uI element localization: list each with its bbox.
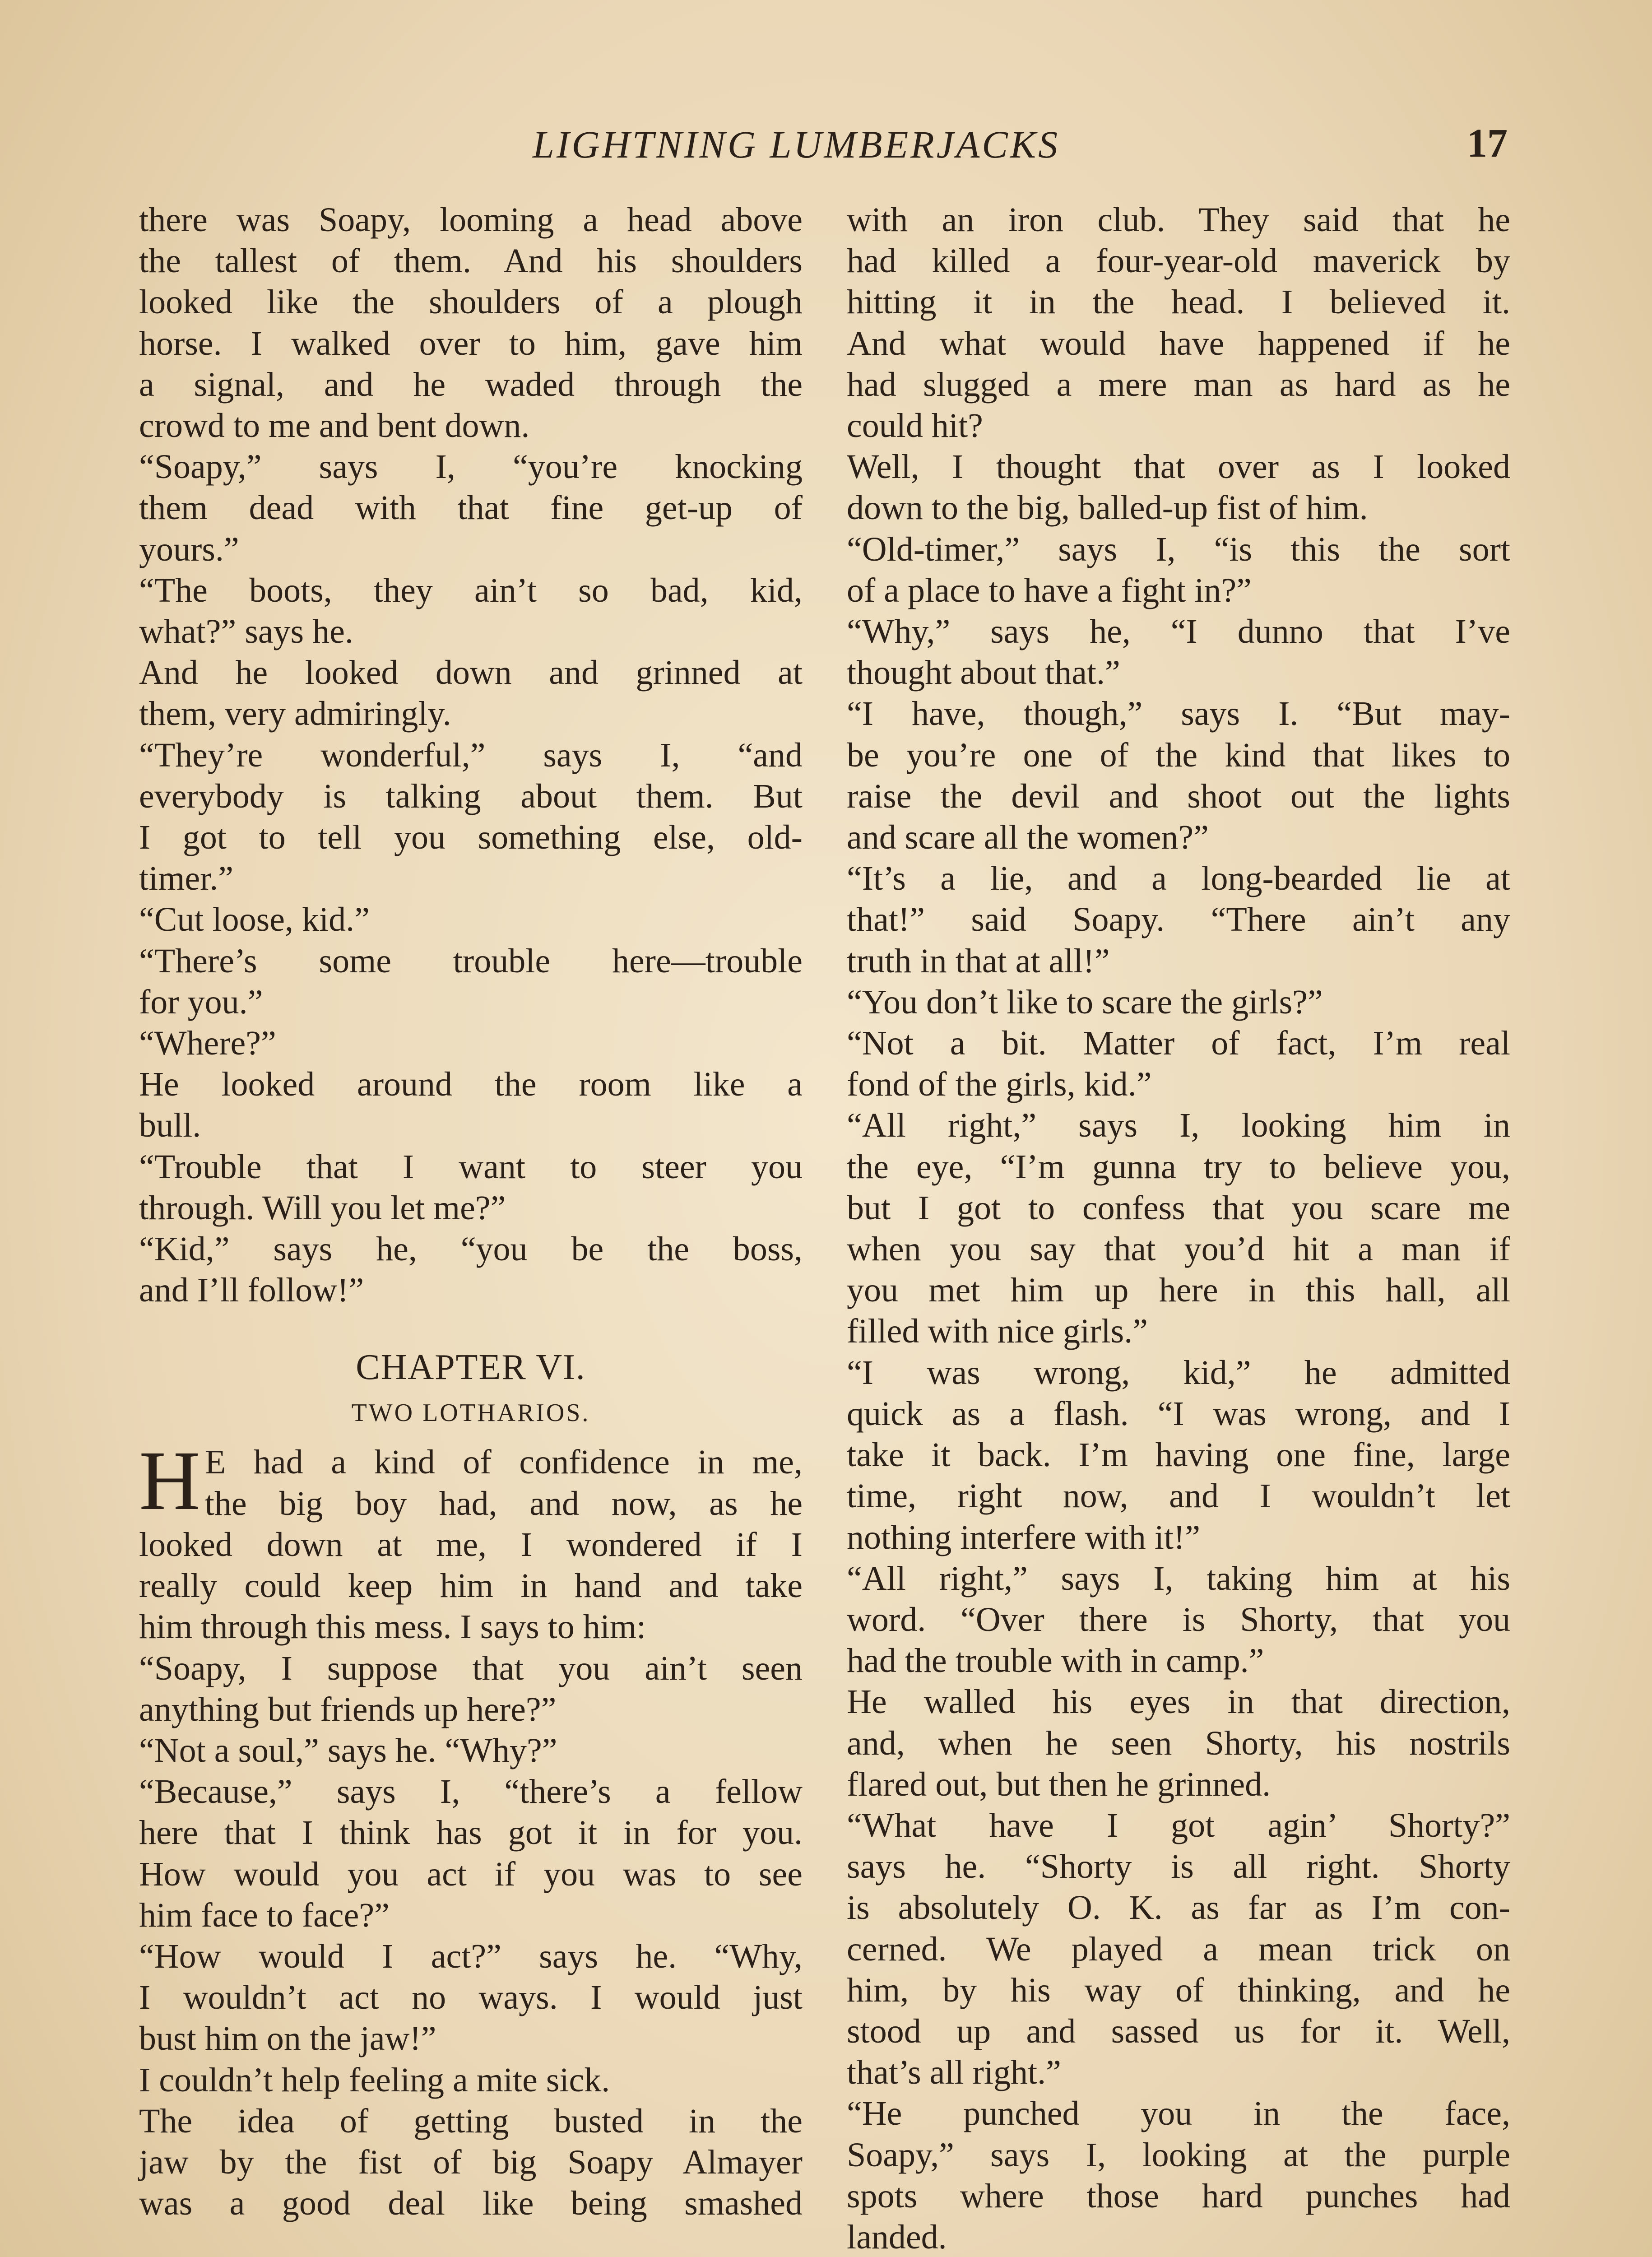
text-line: fond of the girls, kid.” (847, 1065, 1152, 1104)
text-line: for you.” (139, 983, 263, 1021)
text-line: thought about that.” (847, 654, 1120, 692)
text-line: nothing interfere with it!” (847, 1518, 1200, 1556)
text-line: filled with nice girls.” (847, 1312, 1148, 1351)
text-line: “Old-timer,” says I, “is this the sort (847, 530, 1510, 568)
text-line: you met him up here in this hall, all (847, 1271, 1510, 1310)
text-line: “Soapy, I suppose that you ain’t seen (139, 1649, 803, 1687)
running-title: LIGHTNING LUMBERJACKS (533, 123, 1060, 166)
text-line: “They’re wonderful,” says I, “and (139, 736, 803, 774)
text-line: timer.” (139, 859, 233, 898)
text-line: spots where those hard punches had (847, 2177, 1510, 2215)
text-line: flared out, but then he grinned. (847, 1765, 1271, 1803)
text-line: anything but friends up here?” (139, 1690, 557, 1728)
text-line: How would you act if you was to see (139, 1855, 803, 1893)
text-line: the big boy had, and now, as he (204, 1484, 803, 1523)
text-line: He walled his eyes in that direction, (847, 1683, 1510, 1721)
text-line: hitting it in the head. I believed it. (847, 283, 1510, 321)
text-line: be you’re one of the kind that likes to (847, 736, 1510, 774)
text-line: says he. “Shorty is all right. Shorty (847, 1848, 1510, 1886)
text-line: down to the big, balled-up fist of him. (847, 489, 1368, 527)
text-line: yours.” (139, 530, 239, 568)
text-line: “Not a bit. Matter of fact, I’m real (847, 1024, 1510, 1063)
text-line: word. “Over there is Shorty, that you (847, 1600, 1510, 1639)
text-line: what?” says he. (139, 613, 353, 651)
text-line: raise the devil and shoot out the lights (847, 777, 1510, 815)
text-line: with an iron club. They said that he (847, 201, 1510, 239)
text-line: take it back. I’m having one fine, large (847, 1436, 1510, 1474)
text-line: stood up and sassed us for it. Well, (847, 2012, 1510, 2050)
text-line: “The boots, they ain’t so bad, kid, (139, 571, 803, 609)
text-line: “Not a soul,” says he. “Why?” (139, 1731, 557, 1769)
text-line: really could keep him in hand and take (139, 1567, 803, 1605)
text-line: of a place to have a fight in?” (847, 571, 1252, 609)
text-line: “Cut loose, kid.” (139, 901, 370, 939)
text-line: and I’ll follow!” (139, 1271, 364, 1310)
text-line: there was Soapy, looming a head above (139, 201, 803, 239)
text-line: bull. (139, 1106, 201, 1145)
text-line: and, when he seen Shorty, his nostrils (847, 1724, 1510, 1762)
text-line: I couldn’t help feeling a mite sick. (139, 2061, 610, 2099)
text-line: “I have, though,” says I. “But may- (847, 695, 1510, 733)
text-line: a signal, and he waded through the (139, 365, 803, 404)
text-line: crowd to me and bent down. (139, 407, 530, 445)
text-line: him face to face?” (139, 1896, 390, 1934)
text-line: “Why,” says he, “I dunno that I’ve (847, 613, 1510, 651)
text-line: had killed a four-year-old maverick by (847, 242, 1510, 280)
text-line: looked down at me, I wondered if I (139, 1525, 803, 1564)
text-line: here that I think has got it in for you. (139, 1814, 803, 1852)
text-line: was a good deal like being smashed (139, 2184, 803, 2223)
text-line: had slugged a mere man as hard as he (847, 365, 1510, 404)
text-line: that’s all right.” (847, 2053, 1061, 2092)
text-line: “Trouble that I want to steer you (139, 1147, 803, 1186)
text-line: “Because,” says I, “there’s a fellow (139, 1773, 803, 1811)
text-line: Well, I thought that over as I looked (847, 448, 1510, 486)
text-line: “All right,” says I, taking him at his (847, 1559, 1510, 1598)
text-line: “Soapy,” says I, “you’re knocking (139, 448, 803, 486)
text-line: landed. (847, 2218, 947, 2256)
text-line: and scare all the women?” (847, 818, 1209, 857)
text-line: I got to tell you something else, old- (139, 818, 803, 857)
right-column (847, 200, 1510, 2257)
text-line: the tallest of them. And his shoulders (139, 242, 803, 280)
text-line: truth in that at all!” (847, 942, 1110, 980)
text-line: “All right,” says I, looking him in (847, 1106, 1510, 1145)
text-line: when you say that you’d hit a man if (847, 1230, 1510, 1268)
text-line: “You don’t like to scare the girls?” (847, 983, 1323, 1021)
text-line: through. Will you let me?” (139, 1189, 506, 1227)
text-line: jaw by the fist of big Soapy Almayer (139, 2143, 803, 2181)
text-line: everybody is talking about them. But (139, 777, 803, 815)
text-line: “There’s some trouble here—trouble (139, 942, 803, 980)
text-line: “How would I act?” says he. “Why, (139, 1937, 803, 1975)
text-line: him through this mess. I says to him: (139, 1608, 646, 1646)
text-line: “What have I got agin’ Shorty?” (847, 1806, 1510, 1844)
text-line: “I was wrong, kid,” he admitted (847, 1353, 1510, 1392)
text-line: the eye, “I’m gunna try to believe you, (847, 1147, 1510, 1186)
text-line: him, by his way of thinking, and he (847, 1971, 1510, 2009)
text-line: them, very admiringly. (139, 695, 451, 733)
text-line: cerned. We played a mean trick on (847, 1930, 1510, 1968)
text-line: “Kid,” says he, “you be the boss, (139, 1230, 803, 1268)
left-column-chapter-lines (139, 1433, 803, 2224)
text-line: could hit? (847, 407, 983, 445)
text-line: “He punched you in the face, (847, 2094, 1510, 2133)
text-line: quick as a flash. “I was wrong, and I (847, 1394, 1510, 1433)
left-column (139, 200, 803, 2224)
text-line: And what would have happened if he (847, 324, 1510, 362)
text-line: had the trouble with in camp.” (847, 1642, 1264, 1680)
text-line: And he looked down and grinned at (139, 654, 803, 692)
chapter-title: CHAPTER VI. (356, 1347, 586, 1388)
text-line: them dead with that fine get-up of (139, 489, 803, 527)
text-line: Soapy,” says I, looking at the purple (847, 2136, 1510, 2174)
text-line: “It’s a lie, and a long-bearded lie at (847, 859, 1510, 898)
drop-cap: H (139, 1433, 200, 1528)
text-line: looked like the shoulders of a plough (139, 283, 803, 321)
text-line: bust him on the jaw!” (139, 2020, 436, 2058)
text-line: E had a kind of confidence in me, (204, 1443, 803, 1481)
chapter-subtitle: TWO LOTHARIOS. (351, 1399, 590, 1427)
text-line: He looked around the room like a (139, 1065, 803, 1104)
text-line: that!” said Soapy. “There ain’t any (847, 901, 1510, 939)
text-line: time, right now, and I wouldn’t let (847, 1477, 1510, 1515)
text-line: “Where?” (139, 1024, 276, 1063)
right-column-lines (847, 200, 1510, 2257)
left-column-lines (139, 200, 803, 1311)
text-line: The idea of getting busted in the (139, 2102, 803, 2140)
page-number: 17 (1467, 121, 1508, 166)
text-line: but I got to confess that you scare me (847, 1189, 1510, 1227)
text-line: horse. I walked over to him, gave him (139, 324, 803, 362)
text-line: is absolutely O. K. as far as I’m con- (847, 1889, 1510, 1927)
text-line: I wouldn’t act no ways. I would just (139, 1978, 803, 2017)
